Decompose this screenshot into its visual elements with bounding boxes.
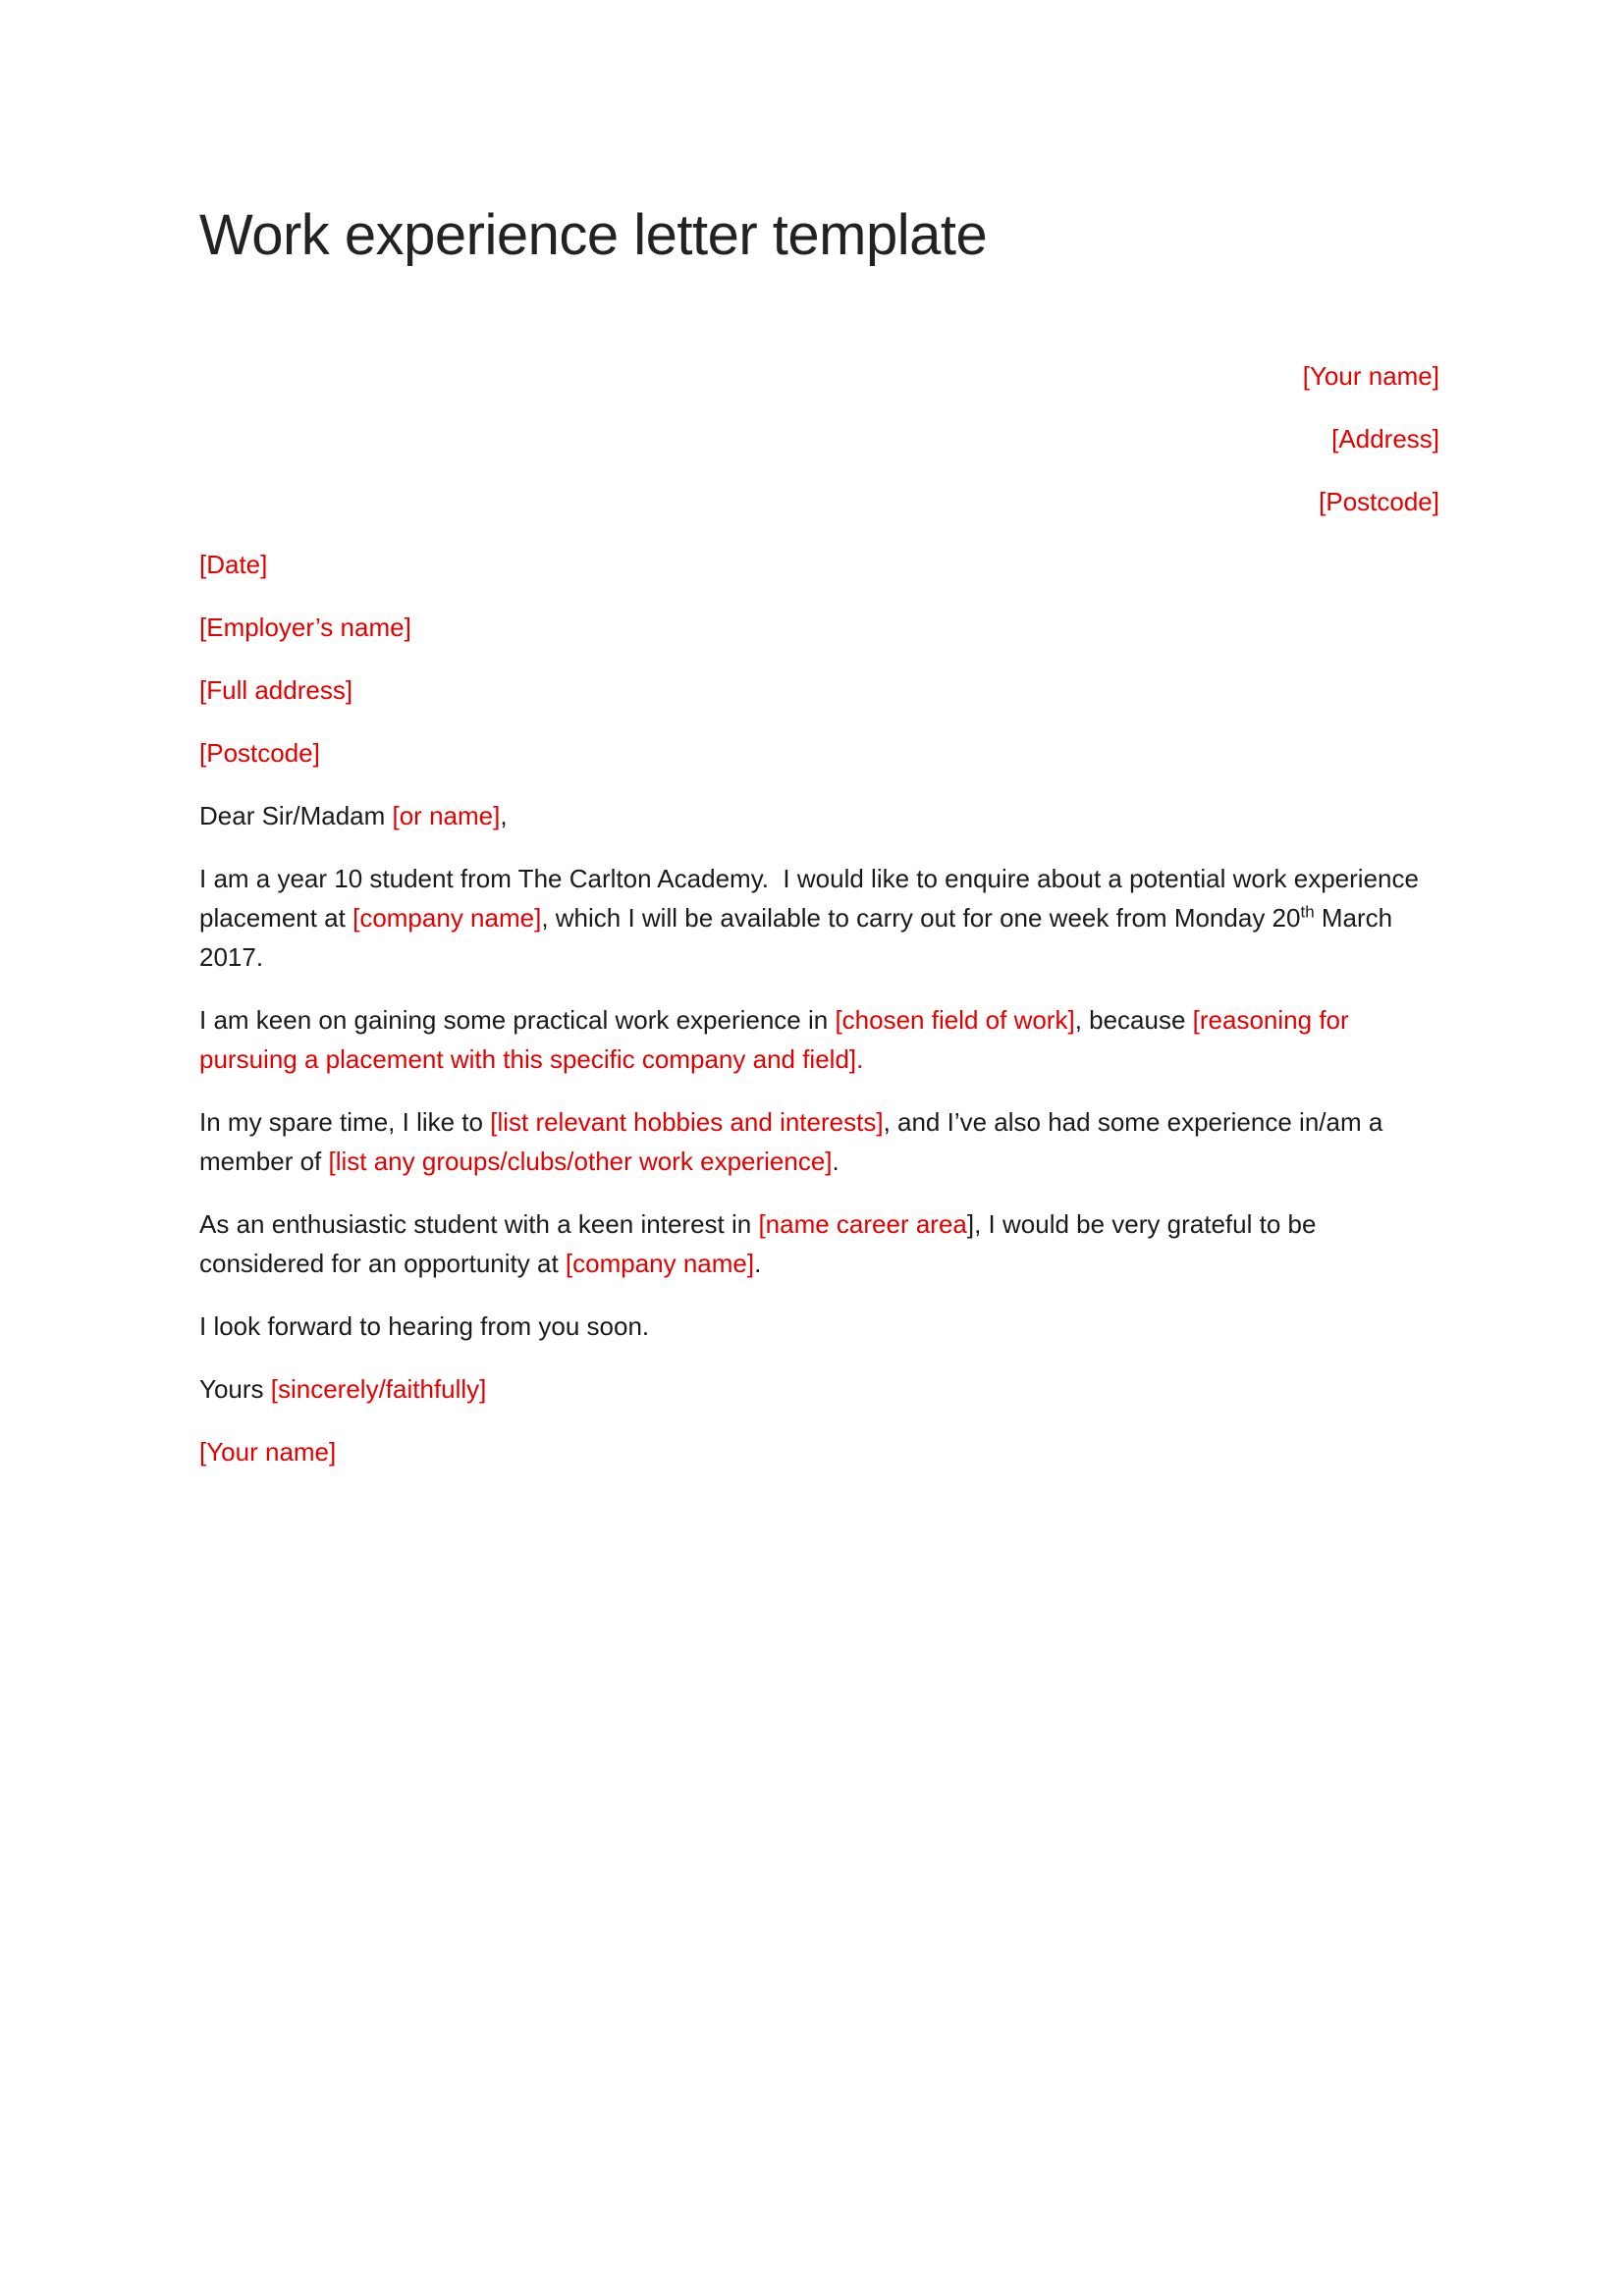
career-area-placeholder: [name career area [758, 1209, 967, 1239]
text-run: In my spare time, I like to [199, 1107, 491, 1137]
company-name-placeholder: [company name] [352, 903, 542, 933]
closing-line [199, 1369, 1439, 1409]
chosen-field-placeholder: [chosen field of work] [835, 1005, 1075, 1035]
full-address-placeholder: [Full address] [199, 675, 353, 705]
text-run: . [754, 1249, 762, 1278]
recipient-postcode-placeholder: [Postcode] [199, 738, 320, 768]
reasoning-placeholder: [reasoning for pursuing a placement with this specific company and field]. [199, 1005, 1356, 1074]
document-title: Work experience letter template [199, 203, 988, 267]
paragraph-look-forward: I look forward to hearing from you soon. [199, 1311, 650, 1341]
text-run: March 2017. [199, 903, 1400, 972]
text-run: , because [1074, 1005, 1193, 1035]
text-run: I am keen on gaining some practical work experience in [199, 1005, 836, 1035]
paragraph-enthusiasm [199, 1204, 1439, 1283]
text-run: , which I will be available to carry out for one week from Monday 20 [541, 903, 1301, 933]
text-run: ], I would be very grateful to be considered for an opportunity at [199, 1209, 1324, 1278]
salutation-line [199, 796, 1439, 835]
or-name-placeholder: [or name] [392, 801, 501, 830]
groups-clubs-placeholder: [list any groups/clubs/other work experience] [328, 1147, 833, 1176]
recipient-address-block [199, 608, 1439, 773]
sender-address-placeholder: [Address] [1331, 424, 1439, 454]
paragraph-hobbies [199, 1102, 1439, 1181]
sincerely-faithfully-placeholder: [sincerely/faithfully] [270, 1374, 487, 1404]
hobbies-placeholder: [list relevant hobbies and interests] [490, 1107, 884, 1137]
company-name-placeholder: [company name] [565, 1249, 755, 1278]
paragraph-motivation [199, 1000, 1439, 1079]
text-run: As an enthusiastic student with a keen interest in [199, 1209, 759, 1239]
text-run: . [832, 1147, 839, 1176]
employer-name-placeholder: [Employer’s name] [199, 613, 411, 642]
date-placeholder: [Date] [199, 550, 268, 579]
signature-name-placeholder: [Your name] [199, 1437, 337, 1467]
sender-name-placeholder: [Your name] [1302, 361, 1439, 391]
sender-address-block [199, 356, 1439, 521]
sender-postcode-placeholder: [Postcode] [1319, 487, 1439, 516]
text-run: Yours [199, 1374, 271, 1404]
salutation-text: Dear Sir/Madam [199, 801, 393, 830]
text-run: , and I’ve also had some experience in/am a member of [199, 1107, 1390, 1176]
text-run: I am a year 10 student from The Carlton Academy. I would like to enquire about a potential work experience placement at [199, 864, 1427, 933]
salutation-comma: , [500, 801, 508, 830]
paragraph-introduction [199, 859, 1439, 977]
ordinal-superscript: th [1300, 902, 1315, 922]
